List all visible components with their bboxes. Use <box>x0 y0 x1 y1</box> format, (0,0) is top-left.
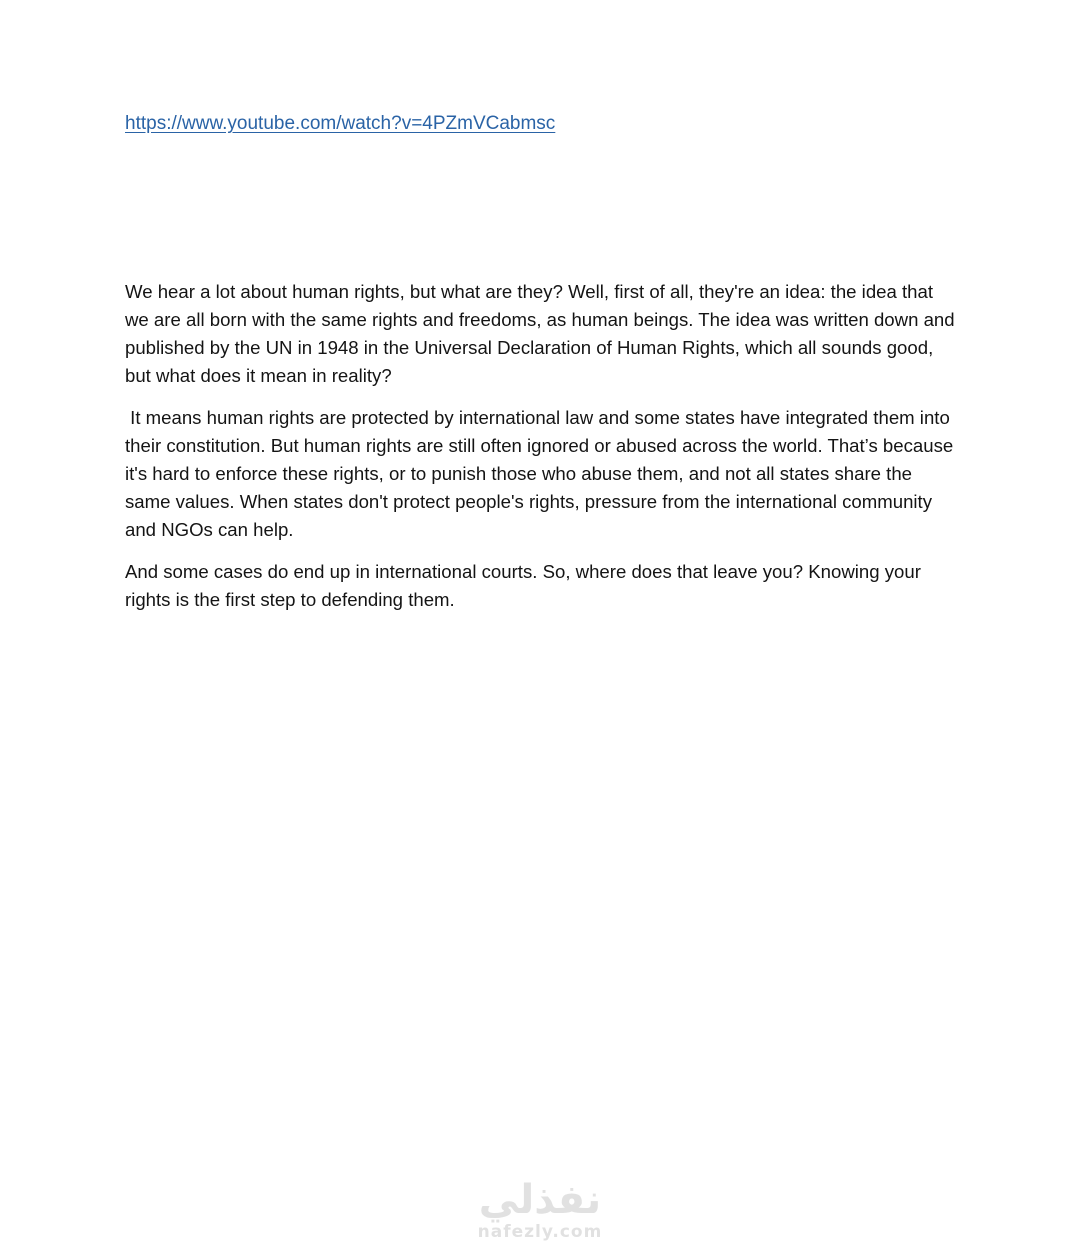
paragraph-2: It means human rights are protected by international law and some states have integrated them into their constitution. But human rights are still often ignored or abused across the world. That’s because it's hard to enforce these rights, or to punish those who abuse them, and not all states share the same values. When states don't protect people's rights, pressure from the international community and NGOs can help. <box>125 407 954 540</box>
watermark-domain-text: nafezly.com <box>477 1222 603 1242</box>
document-body <box>125 278 955 628</box>
nafezly-watermark-logo <box>440 1178 640 1252</box>
paragraph-3: And some cases do end up in international courts. So, where does that leave you? Knowing your rights is the first step to defending them. <box>125 561 921 610</box>
paragraph-1: We hear a lot about human rights, but what are they? Well, first of all, they're an idea: the idea that we are all born with the same rights and freedoms, as human beings. The idea was written down and published by the UN in 1948 in the Universal Declaration of Human Rights, which all sounds good, but what does it mean in reality? <box>125 281 955 386</box>
youtube-link[interactable]: https://www.youtube.com/watch?v=4PZmVCabmsc <box>125 113 556 134</box>
watermark-arabic-text: نفذلي <box>478 1177 602 1223</box>
